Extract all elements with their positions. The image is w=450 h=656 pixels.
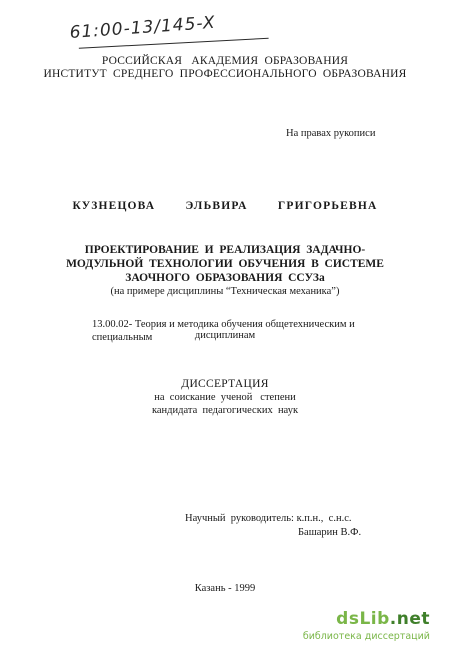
- title-line-2: МОДУЛЬНОЙ ТЕХНОЛОГИИ ОБУЧЕНИЯ В СИСТЕМЕ: [66, 258, 384, 270]
- dissertation-heading: ДИССЕРТАЦИЯ: [181, 378, 269, 390]
- handwritten-registration-number: [69, 9, 271, 57]
- handwritten-text: 61:00-13/145-X: [69, 12, 217, 43]
- author-name: КУЗНЕЦОВА ЭЛЬВИРА ГРИГОРЬЕВНА: [72, 200, 378, 212]
- dissertation-degree-line-2: кандидата педагогических наук: [151, 405, 299, 416]
- watermark-subtitle: библиотека диссертаций: [302, 631, 430, 642]
- supervisor-title: Научный руководитель: к.п.н., с.н.с.: [185, 513, 352, 524]
- dissertation-degree-line-1: на соискание ученой степени: [154, 392, 296, 403]
- rights-note: На правах рукописи: [286, 128, 376, 139]
- specialty-code-line: 13.00.02- Теория и методика обучения общетехническим и специальным: [92, 319, 355, 343]
- title-line-3: ЗАОЧНОГО ОБРАЗОВАНИЯ ССУЗа: [125, 272, 325, 284]
- dslib-logo: [336, 609, 430, 629]
- logo-main-text: dsLib: [336, 609, 390, 629]
- title-line-1: ПРОЕКТИРОВАНИЕ И РЕАЛИЗАЦИЯ ЗАДАЧНО-: [84, 244, 366, 256]
- logo-domain-text: .net: [389, 609, 430, 629]
- organization-line-1: РОССИЙСКАЯ АКАДЕМИЯ ОБРАЗОВАНИЯ: [101, 55, 349, 67]
- organization-line-2: ИНСТИТУТ СРЕДНЕГО ПРОФЕССИОНАЛЬНОГО ОБРАЗОВАНИЯ: [43, 68, 407, 80]
- specialty-line-2: дисциплинам: [194, 330, 256, 341]
- supervisor-name: Башарин В.Ф.: [298, 527, 362, 538]
- city-year: Казань - 1999: [194, 583, 256, 594]
- dslib-watermark[interactable]: [302, 609, 430, 645]
- title-subtitle: (на примере дисциплины “Техническая механика”): [110, 286, 340, 297]
